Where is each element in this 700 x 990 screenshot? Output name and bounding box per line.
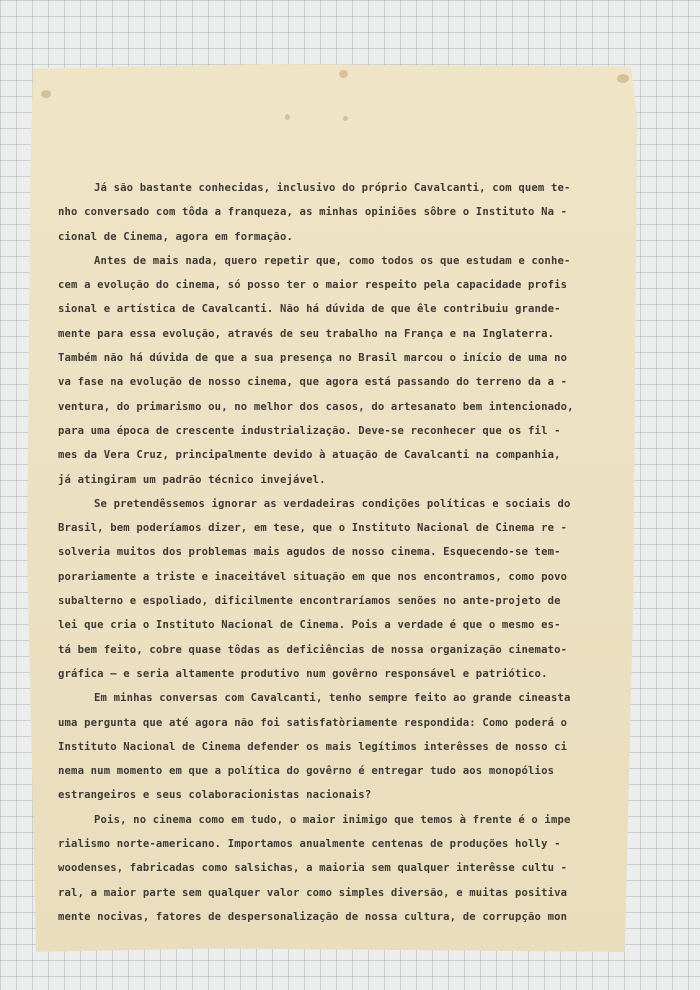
rust-stain-top-left	[41, 90, 51, 98]
text-line: para uma época de crescente industrialização. Deve-se reconhecer que os fil -	[58, 424, 561, 437]
text-line: mente nocivas, fatores de despersonalização de nossa cultura, de corrupção mon	[58, 910, 568, 923]
typewritten-text	[58, 176, 618, 929]
paragraph	[58, 686, 618, 807]
text-line: woodenses, fabricadas como salsichas, a maioria sem qualquer interêsse cultu -	[58, 862, 568, 875]
text-line: mente para essa evolução, através de seu trabalho na França e na Inglaterra.	[58, 327, 555, 340]
paragraph	[58, 176, 618, 249]
text-line: gráfica — e seria altamente produtivo num govêrno responsável e patriótico.	[58, 667, 548, 680]
text-line: Antes de mais nada, quero repetir que, como todos os que estudam e conhe-	[94, 254, 571, 267]
text-line: cional de Cinema, agora em formação.	[58, 230, 294, 243]
paragraph	[58, 249, 618, 492]
text-line: porariamente a triste e inaceitável situação em que nos encontramos, como povo	[58, 570, 568, 583]
text-line: tá bem feito, cobre quase tôdas as deficiências de nossa organização cinemato-	[58, 643, 568, 656]
text-line: sional e artística de Cavalcanti. Não há dúvida de que êle contribuiu grande-	[58, 303, 561, 316]
text-line: ventura, do primarismo ou, no melhor dos casos, do artesanato bem intencionado,	[58, 400, 574, 413]
rust-stain-upper-left	[285, 114, 290, 120]
text-line: Instituto Nacional de Cinema defender os mais legítimos interêsses de nosso ci	[58, 740, 568, 753]
text-line: Se pretendêssemos ignorar as verdadeiras condições políticas e sociais do	[94, 497, 571, 510]
text-line: Já são bastante conhecidas, inclusivo do próprio Cavalcanti, com quem te-	[94, 182, 571, 194]
paragraph	[58, 492, 618, 686]
text-line: nema num momento em que a política do govêrno é entregar tudo aos monopólios	[58, 765, 555, 778]
text-line: Também não há dúvida de que a sua presença no Brasil marcou o início de uma no	[58, 352, 568, 365]
text-line: rialismo norte-americano. Importamos anualmente centenas de produções holly -	[58, 838, 561, 851]
text-line: lei que cria o Instituto Nacional de Cinema. Pois a verdade é que o mesmo es-	[58, 619, 561, 632]
text-line: estrangeiros e seus colaboracionistas nacionais?	[58, 789, 372, 802]
text-line: subalterno e espoliado, dificilmente encontraríamos senões no ante-projeto de	[58, 595, 561, 608]
text-line: ral, a maior parte sem qualquer valor como simples diversão, e muitas positiva	[58, 886, 568, 899]
text-line: uma pergunta que até agora não foi satisfatòriamente respondida: Como poderá o	[58, 716, 568, 729]
text-line: já atingiram um padrão técnico invejável.	[58, 473, 326, 486]
text-line: Brasil, bem poderíamos dizer, em tese, que o Instituto Nacional de Cinema re -	[58, 522, 568, 535]
text-line: cem a evolução do cinema, só posso ter o maior respeito pela capacidade profis	[58, 279, 568, 292]
text-line: Pois, no cinema como em tudo, o maior inimigo que temos à frente é o impe	[94, 813, 571, 826]
rust-stain-top-center	[343, 116, 348, 121]
text-line: solveria muitos dos problemas mais agudos de nosso cinema. Esquecendo-se tem-	[58, 546, 561, 559]
paragraph	[58, 808, 618, 929]
rust-stain-top-right	[617, 74, 629, 83]
text-line: mes da Vera Cruz, principalmente devido à atuação de Cavalcanti na companhia,	[58, 449, 561, 462]
text-line: nho conversado com tôda a franqueza, as minhas opiniões sôbre o Instituto Na -	[58, 206, 568, 219]
text-line: va fase na evolução de nosso cinema, que agora está passando do terreno da a -	[58, 376, 568, 389]
text-line: Em minhas conversas com Cavalcanti, tenho sempre feito ao grande cineasta	[94, 692, 571, 705]
rust-stain-top	[339, 70, 348, 78]
